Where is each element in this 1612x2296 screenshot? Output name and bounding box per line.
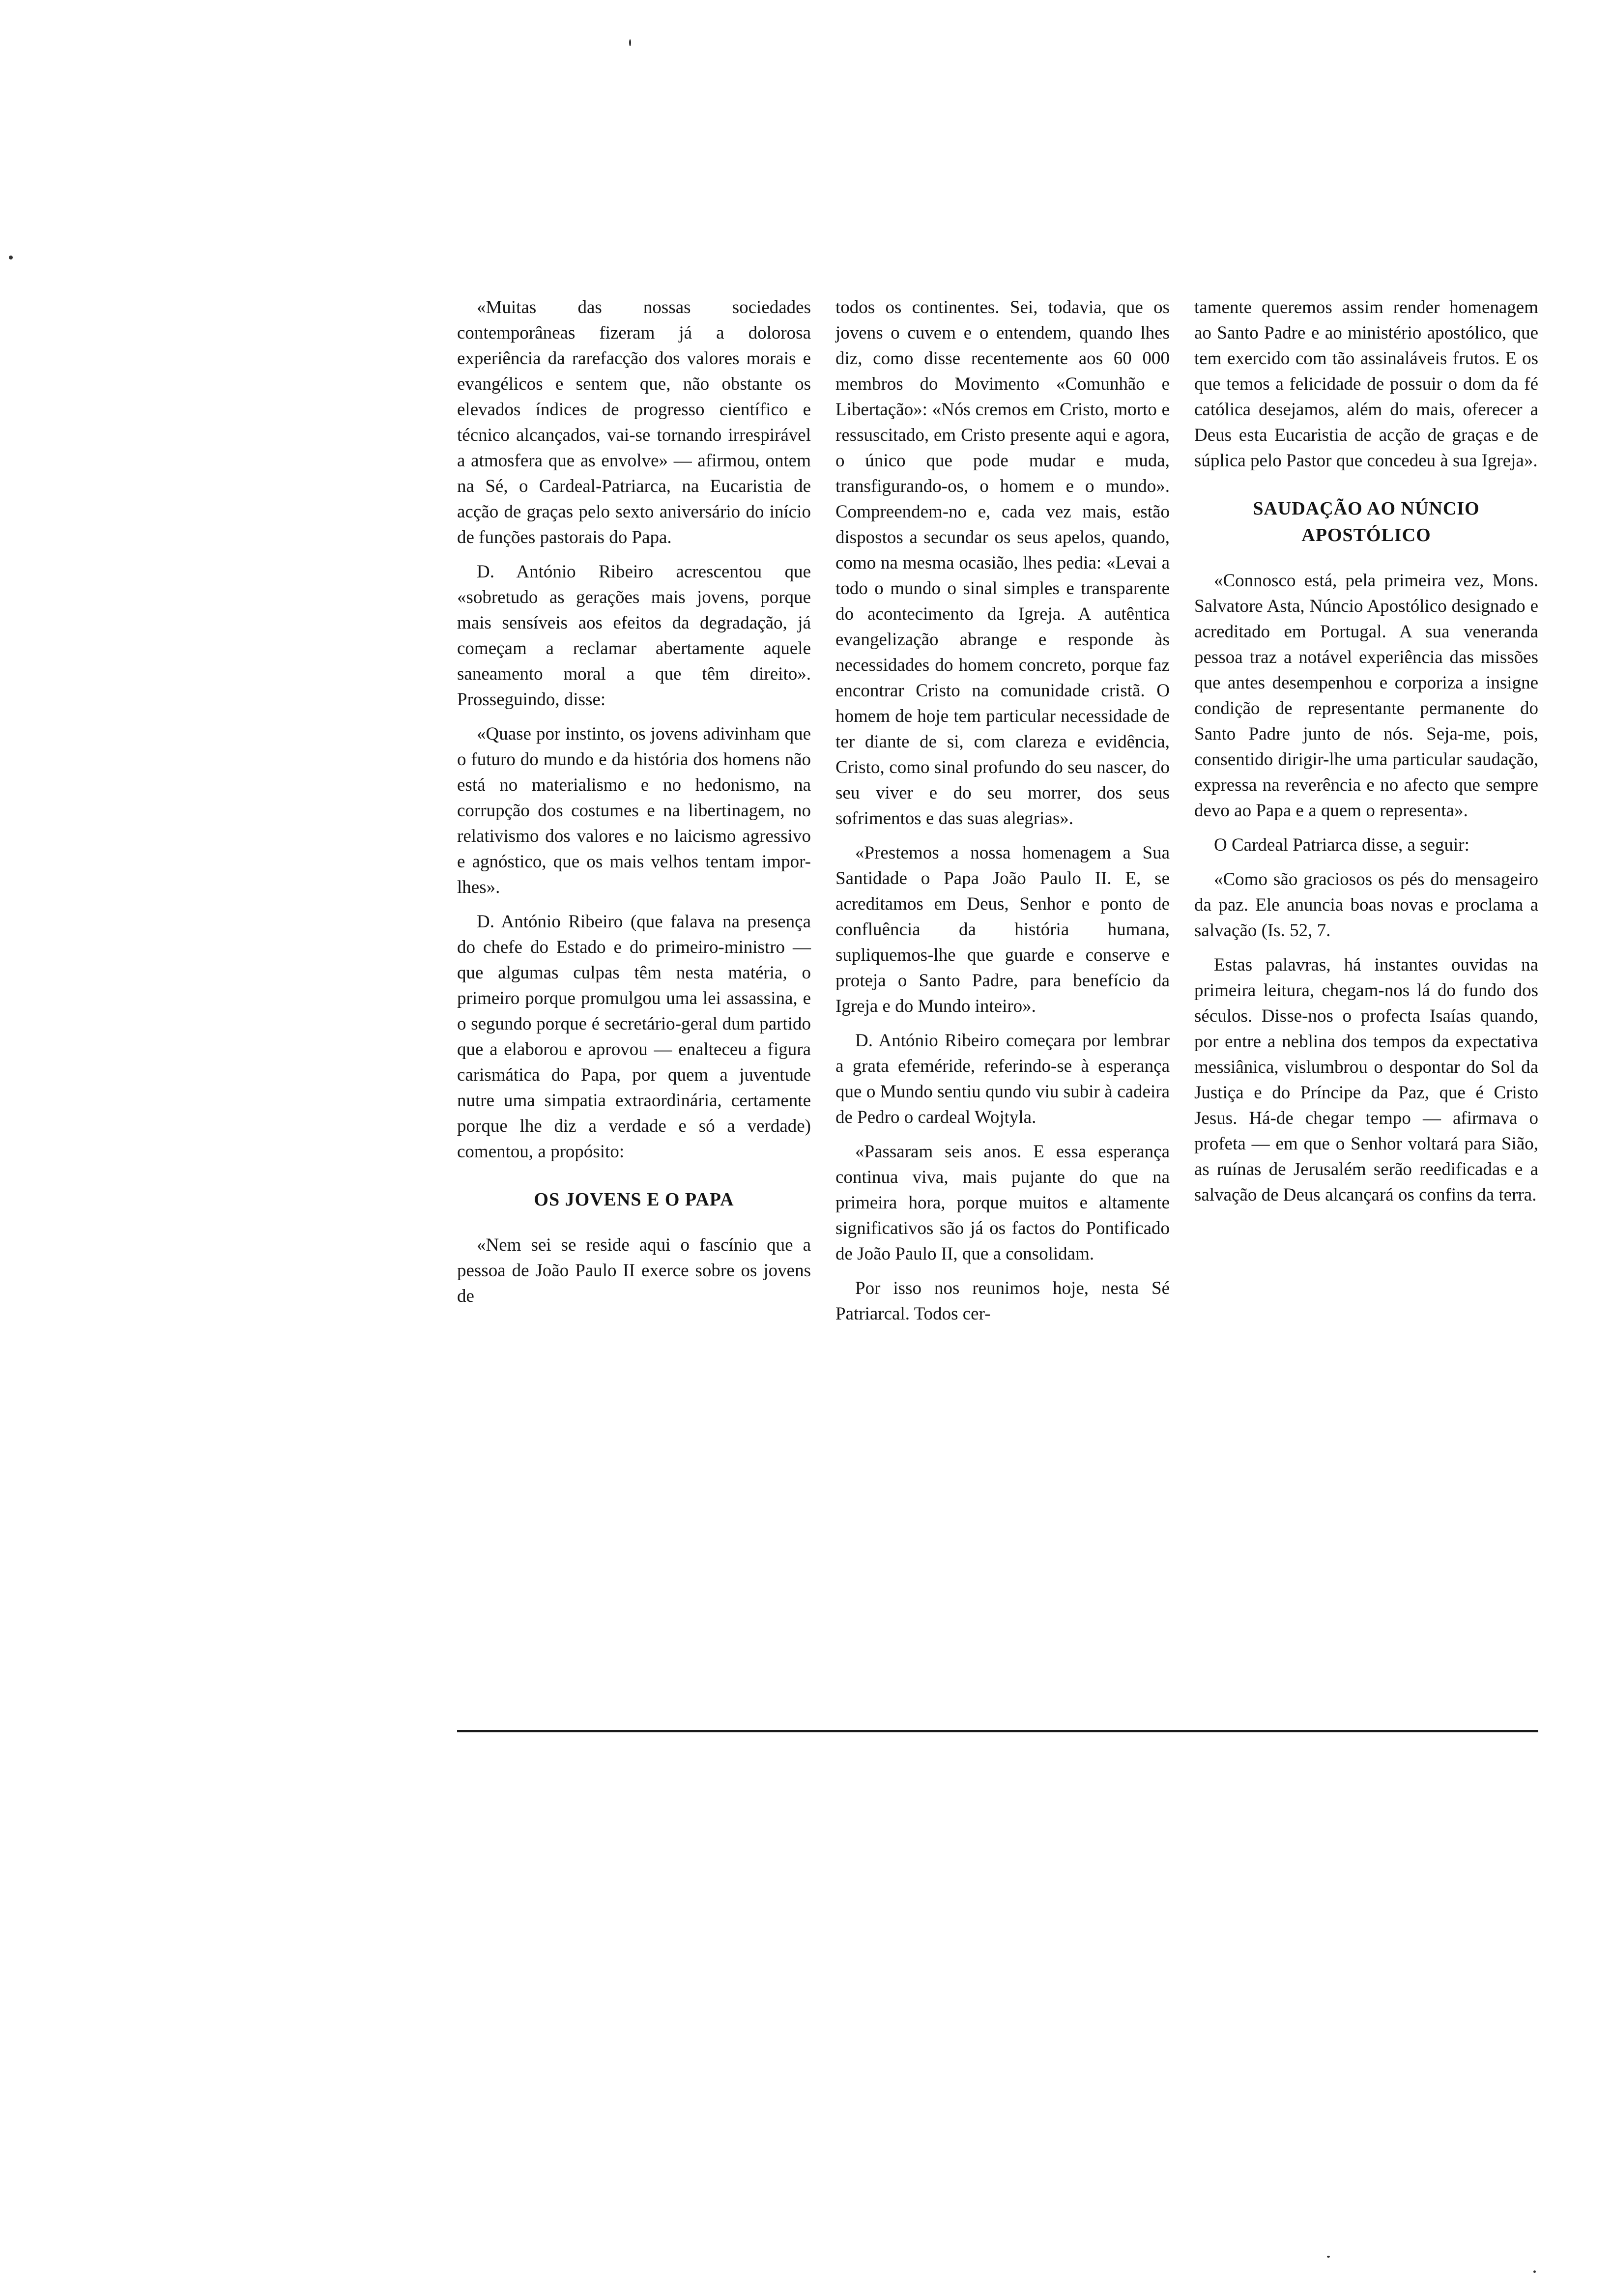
paragraph: «Prestemos a nossa homenagem a Sua Santidade o Papa João Paulo II. E, se acreditamos em Deus, Senhor e ponto de confluência da história humana, supliquemos-lhe que guarde e conserve e proteja o Santo Padre, para benefício da Igreja e do Mundo inteiro».: [835, 843, 1170, 1016]
article-column-2: [835, 295, 1170, 1336]
paragraph: «Muitas das nossas sociedades contemporâneas fizeram já a dolorosa experiência da rarefacção dos valores morais e evangélicos e sentem que, não obstante os elevados índices de progresso científico e técnico alcançados, vai-se tornando irrespirável a atmosfera que as envolve» — afirmou, ontem na Sé, o Cardeal-Patriarca, na Eucaristia de acção de graças pelo sexto aniversário do início de funções pastorais do Papa.: [457, 297, 811, 547]
paragraph: Estas palavras, há instantes ouvidas na primeira leitura, chegam-nos lá do fundo dos séculos. Disse-nos o profecta Isaías quando, por entre a neblina dos tempos da expectativa messiânica, vislumbrou o despontar do Sol da Justiça e do Príncipe da Paz, que é Cristo Jesus. Há-de chegar tempo — afirmava o profeta — em que o Senhor voltará para Sião, as ruínas de Jerusalém serão reedificadas e a salvação de Deus alcançará os confins da terra.: [1194, 955, 1538, 1205]
section-heading-jovens: [457, 1186, 811, 1213]
heading-line: APOSTÓLICO: [1301, 525, 1431, 545]
paragraph: Por isso nos reunimos hoje, nesta Sé Patriarcal. Todos cer-: [835, 1278, 1170, 1324]
paragraph: «Passaram seis anos. E essa esperança continua viva, mais pujante do que na primeira hora, porque muitos e altamente significativos são já os factos do Pontificado de João Paulo II, que a consolidam.: [835, 1142, 1170, 1264]
heading-line: SAUDAÇÃO AO NÚNCIO: [1253, 498, 1480, 519]
paragraph: D. António Ribeiro (que falava na presença do chefe do Estado e do primeiro-ministro — que algumas culpas têm nesta matéria, o primeiro porque promulgou uma lei assassina, e o segundo porque é secretário-geral dum partido que a elaborou e aprovou — enalteceu a figura carismática do Papa, por quem a juventude nutre uma simpatia extraordinária, certamente porque lhe diz a verdade e só a verdade) comentou, a propósito:: [457, 912, 811, 1162]
scan-speck: [1327, 2256, 1330, 2258]
paragraph: O Cardeal Patriarca disse, a seguir:: [1214, 835, 1469, 855]
paragraph: «Quase por instinto, os jovens adivinham que o futuro do mundo e da história dos homens não está no materialismo e no hedonismo, na corrupção dos costumes e na libertinagem, no relativismo dos valores e no laicismo agressivo e agnóstico, que os mais velhos tentam impor-lhes».: [457, 724, 811, 897]
paragraph: D. António Ribeiro acrescentou que «sobretudo as gerações mais jovens, porque mais sensíveis aos efeitos da degradação, já começam a reclamar abertamente aquele saneamento moral a que têm direito». Prosseguindo, disse:: [457, 562, 811, 710]
paragraph: «Nem sei se reside aqui o fascínio que a pessoa de João Paulo II exerce sobre os jovens de: [457, 1235, 811, 1306]
newspaper-clipping: [457, 275, 1548, 1735]
article-column-3: [1194, 295, 1538, 1217]
scan-speck: [629, 39, 631, 46]
scan-speck: [9, 256, 13, 259]
bottom-rule: [457, 1730, 1538, 1732]
paragraph-continued: tamente queremos assim render homenagem ao Santo Padre e ao ministério apostólico, que tem exercido com tão assinaláveis frutos. E os que temos a felicidade de possuir o dom da fé católica desejamos, além do mais, oferecer a Deus esta Eucaristia de acção de graças e de súplica pelo Pastor que concedeu à sua Igreja».: [1194, 297, 1538, 471]
article-column-1: [457, 295, 811, 1318]
paragraph-continued: todos os continentes. Sei, todavia, que os jovens o cuvem e o entendem, quando lhes diz, como disse recentemente aos 60 000 membros do Movimento «Comunhão e Libertação»: «Nós cremos em Cristo, morto e ressuscitado, em Cristo presente aqui e agora, o único que pode mudar e muda, transfigurando-os, o homem e o mundo». Compreendem-no e, cada vez mais, estão dispostos a secundar os seus apelos, quando, como na mesma ocasião, lhes pedia: «Levai a todo o mundo o sinal simples e transparente do acontecimento da Igreja. A autêntica evangelização abrange e responde às necessidades do homem concreto, porque faz encontrar Cristo na comunidade cristã. O homem de hoje tem particular necessidade de ter diante de si, com clareza e evidência, Cristo, como sinal profundo do seu nascer, do seu viver e do seu morrer, dos seus sofrimentos e das suas alegrias».: [835, 297, 1170, 829]
scan-speck: [1533, 2270, 1536, 2273]
paragraph: «Connosco está, pela primeira vez, Mons. Salvatore Asta, Núncio Apostólico designado e acreditado em Portugal. A sua veneranda pessoa traz a notável experiência das missões que antes desempenhou e corporiza a insigne condição de representante permanente do Santo Padre junto de nós. Seja-me, pois, consentido dirigir-lhe uma particular saudação, expressa na reverência e no afecto que sempre devo ao Papa e a quem o representa».: [1194, 571, 1538, 821]
paragraph: D. António Ribeiro começara por lembrar a grata efeméride, referindo-se à esperança que o Mundo sentiu qundo viu subir à cadeira de Pedro o cardeal Wojtyla.: [835, 1031, 1170, 1127]
heading-line: OS JOVENS E O PAPA: [534, 1189, 734, 1210]
section-heading-nuncio: [1194, 495, 1538, 548]
paragraph: «Como são graciosos os pés do mensageiro da paz. Ele anuncia boas novas e proclama a salvação (Is. 52, 7.: [1194, 869, 1538, 941]
